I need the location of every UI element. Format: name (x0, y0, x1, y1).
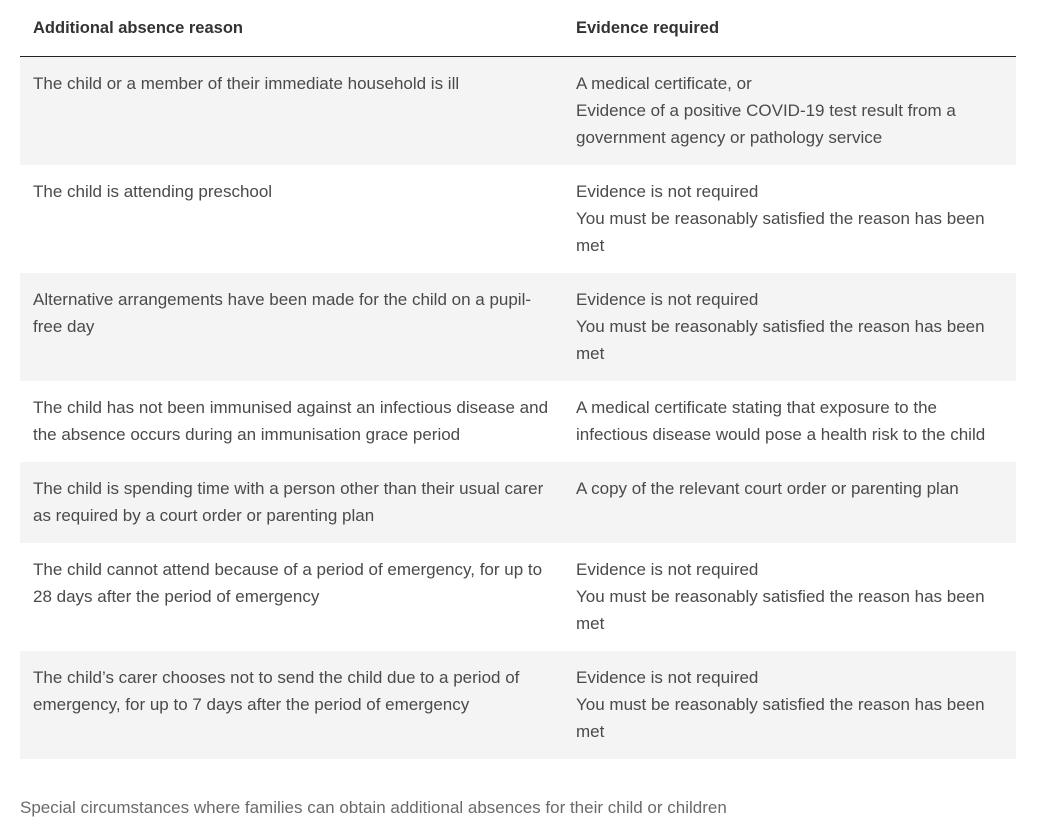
reason-cell: The child has not been immunised against an infectious disease and the absence occurs during an immunisation grace period (33, 398, 549, 444)
evidence-cell (563, 381, 1016, 462)
evidence-cell (563, 273, 1016, 381)
reason-cell: The child is attending preschool (33, 182, 273, 201)
table-caption: Special circumstances where families can obtain additional absences for their child or children (20, 798, 727, 817)
evidence-line: Evidence is not required (576, 560, 759, 579)
reason-cell: The child is spending time with a person other than their usual carer as required by a court order or parenting plan (20, 462, 563, 543)
evidence-cell (563, 57, 1016, 166)
reason-cell: The child’s carer chooses not to send the child due to a period of emergency, for up to 7 days after the period of emergency (20, 651, 563, 759)
column-header-reason: Additional absence reason (20, 0, 563, 57)
evidence-line: A copy of the relevant court order or parenting plan (576, 479, 959, 498)
evidence-cell (563, 165, 1016, 273)
table-row (20, 57, 1016, 166)
evidence-line: You must be reasonably satisfied the reason has been met (576, 209, 985, 255)
evidence-line: A medical certificate, or (576, 74, 752, 93)
reason-cell: Alternative arrangements have been made for the child on a pupil-free day (20, 273, 563, 381)
evidence-cell (563, 543, 1016, 651)
evidence-cell (563, 651, 1016, 759)
reason-cell: The child cannot attend because of a period of emergency, for up to 28 days after the period of emergency (33, 560, 543, 606)
table-row (20, 165, 1016, 273)
table-header-row (20, 0, 1016, 57)
table-row (20, 273, 1016, 381)
evidence-line: Evidence of a positive COVID-19 test result from a government agency or pathology service (576, 101, 956, 147)
evidence-cell (563, 462, 1016, 543)
evidence-line: You must be reasonably satisfied the reason has been met (576, 587, 985, 633)
table-row (20, 651, 1016, 759)
absence-reasons-table (20, 0, 1016, 759)
evidence-line: Evidence is not required (576, 182, 759, 201)
evidence-line: You must be reasonably satisfied the reason has been met (576, 317, 985, 363)
reason-cell: The child or a member of their immediate household is ill (20, 57, 563, 166)
table-row (20, 462, 1016, 543)
evidence-line: A medical certificate stating that exposure to the infectious disease would pose a health risk to the child (576, 398, 986, 444)
evidence-line: Evidence is not required (576, 668, 759, 687)
evidence-line: You must be reasonably satisfied the reason has been met (576, 695, 985, 741)
table-row (20, 543, 1016, 651)
column-header-evidence: Evidence required (563, 0, 1016, 57)
table-row (20, 381, 1016, 462)
evidence-line: Evidence is not required (576, 290, 759, 309)
